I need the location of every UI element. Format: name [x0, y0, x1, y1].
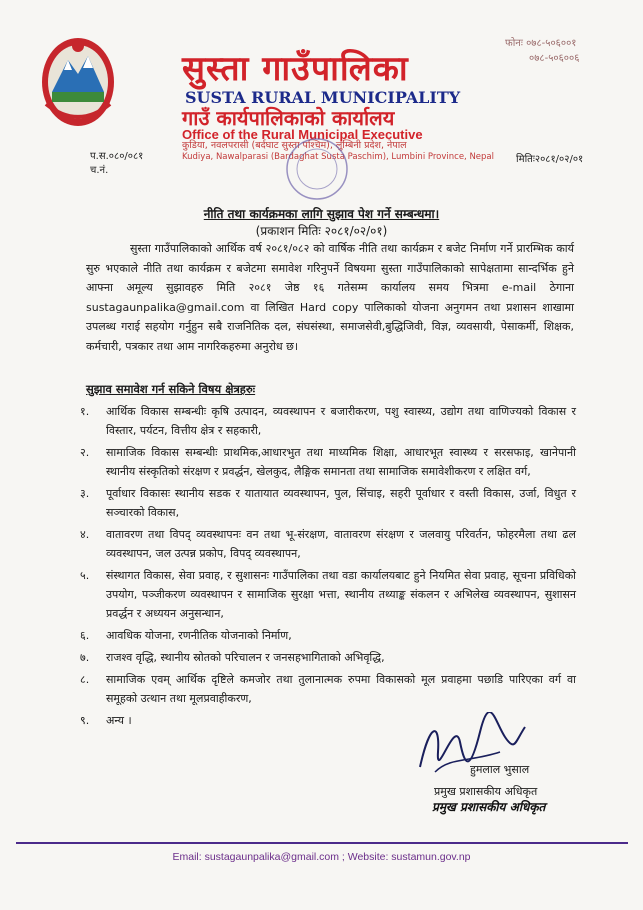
item-text: संस्थागत विकास, सेवा प्रवाह, र सुशासनः गाउँपालिका तथा वडा कार्यालयबाट हुने नियमित सेवा प्रवाह, सूचना प्रविधिको उपयोग, पञ्जीकरण व्यवस्थापन र सामाजिक सुरक्षा भत्ता, स्थानीय तथ्याङ्क संकलन र अभिलेख व्यवस्थापन, सुशासन प्रवर्द्धन र अध्ययन अनुसन्धान,	[106, 569, 576, 620]
item-text: आर्थिक विकास सम्बन्धीः कृषि उत्पादन, व्यवस्थापन र बजारीकरण, पशु स्वास्थ्य, उद्योग तथा वाणिज्यको विकास र विस्तार, पर्यटन, वित्तीय क्षेत्र र सहकारी,	[106, 405, 576, 437]
areas-list	[80, 402, 576, 733]
list-item	[80, 648, 576, 667]
list-item	[80, 443, 576, 481]
municipality-title-nepali: सुस्ता गाउँपालिका	[182, 49, 409, 89]
list-item	[80, 525, 576, 563]
letter-subject	[0, 205, 643, 222]
address-english: Kudiya, Nawalparasi (Bardaghat Susta Paschim), Lumbini Province, Nepal	[182, 152, 495, 162]
item-text: सामाजिक विकास सम्बन्धीः प्राथमिक,आधारभुत तथा माध्यमिक शिक्षा, आधारभूत स्वास्थ्य र सरसफाइ, खानेपानी स्थानीय संस्कृतिको संरक्षण र प्रवर्द्धन, खेलकुद, लैङ्गिक समानता तथा सामाजिक समावेशीकरण र लक्षित वर्ग,	[106, 446, 576, 478]
publish-date: (प्रकाशन मितिः २०८१/०२/०१)	[255, 224, 388, 238]
list-item	[80, 670, 576, 708]
signatory-stamp: प्रमुख प्रशासकीय अधिकृत	[432, 800, 546, 814]
reference-block	[90, 150, 143, 178]
list-item	[80, 566, 576, 623]
phone-2: ०७८-५०६००६	[529, 53, 580, 64]
phone-1: ०७८-५०६००१	[526, 38, 577, 49]
item-number: २.	[80, 446, 90, 459]
item-text: आवधिक योजना, रणनीतिक योजनाको निर्माण,	[106, 629, 292, 642]
footer-divider	[16, 842, 628, 844]
footer-contact: Email: sustagaunpalika@gmail.com ; Website: sustamun.gov.np	[172, 851, 471, 863]
office-title-english: Office of the Rural Municipal Executive	[182, 127, 423, 142]
signatory-title: प्रमुख प्रशासकीय अधिकृत	[434, 785, 538, 798]
signatory-name: हुमलाल भुसाल	[470, 763, 530, 776]
government-emblem-icon	[38, 30, 118, 130]
item-number: ५.	[80, 569, 90, 582]
item-text: वातावरण तथा विपद् व्यवस्थापनः वन तथा भू-संरक्षण, वातावरण संरक्षण र जलवायु परिवर्तन, फोहरमैला तथा ढल व्यवस्थापन, जल उत्पन्न प्रकोप, विपद् व्यवस्थापन,	[106, 528, 576, 560]
list-item	[80, 626, 576, 645]
item-text: अन्य ।	[106, 714, 132, 727]
list-item	[80, 402, 576, 440]
item-number: १.	[80, 405, 90, 418]
reference-number: प.स.०८०/०८१	[90, 151, 144, 162]
letter-body: सुस्ता गाउँपालिकाको आर्थिक वर्ष २०८१/०८२ को वार्षिक नीति तथा कार्यक्रम र बजेट निर्माण गर्ने प्रारम्भिक कार्य सुरु भएकाले नीति तथा कार्यक्रम र बजेटमा समावेश गरिनुपर्ने विषयमा सुस्ता गाउँपालिकाको सापेक्षतामा सान्दर्भिक हुने आफ्ना अमूल्य सुझावहरु मिति २०८१ जेष्ठ १६ गतेसम्म कार्यालय समय भित्रमा e-mail ठेगाना sustagaunpalika@gmail.com वा लिखित Hard copy पालिकाको योजना अनुगमन तथा प्रशासन शाखामा उपलब्ध गराई सहयोग गर्नुहुन सबै राजनितिक दल, संघसंस्था, समाजसेवी,बुद्धिजिवी, विज्ञ, व्यवसायी, पेसाकर्मी, शिक्षक, कर्मचारी, पत्रकार तथा आम नागरिकहरुमा अनुरोध छ।	[86, 242, 574, 353]
item-number: ८.	[80, 673, 90, 686]
office-stamp-icon	[282, 134, 352, 204]
municipality-title-english: SUSTA RURAL MUNICIPALITY	[185, 88, 461, 107]
item-number: ७.	[80, 651, 90, 664]
phone-label: फोनः	[505, 38, 523, 49]
office-title-nepali: गाउँ कार्यपालिकाको कार्यालय	[182, 106, 395, 130]
address-nepali: कुडिया, नवलपरासी (बर्दघाट सुस्ता पश्चिम), लुम्बिनी प्रदेश, नेपाल	[182, 140, 407, 151]
item-text: सामाजिक एवम् आर्थिक दृष्टिले कमजोर तथा तुलानात्मक रुपमा विकासको मूल प्रवाहमा पछाडि पारिएका वर्ग वा समूहको उत्थान तथा मूलप्रवाहीकरण,	[106, 673, 576, 705]
item-number: ४.	[80, 528, 90, 541]
item-text: पूर्वाधार विकासः स्थानीय सडक र यातायात व्यवस्थापन, पुल, सिंचाइ, सहरी पूर्वाधार र वस्ती विकास, उर्जा, विधुत र सञ्चारको विकास,	[106, 487, 576, 519]
item-number: ३.	[80, 487, 90, 500]
phone-numbers	[505, 36, 579, 66]
item-number: ९.	[80, 714, 90, 727]
dispatch-number: च.नं.	[90, 165, 109, 176]
list-item	[80, 484, 576, 522]
areas-heading: सुझाव समावेश गर्न सकिने विषय क्षेत्रहरुः	[86, 382, 256, 396]
letter-date: मितिः२०८१/०२/०१	[516, 154, 584, 165]
item-text: राजश्व वृद्धि, स्थानीय स्रोतको परिचालन र जनसहभागिताको अभिवृद्धि,	[106, 651, 385, 664]
subject-text: नीति तथा कार्यक्रमका लागि सुझाव पेश गर्ने सम्बन्धमा।	[203, 207, 440, 221]
item-number: ६.	[80, 629, 90, 642]
